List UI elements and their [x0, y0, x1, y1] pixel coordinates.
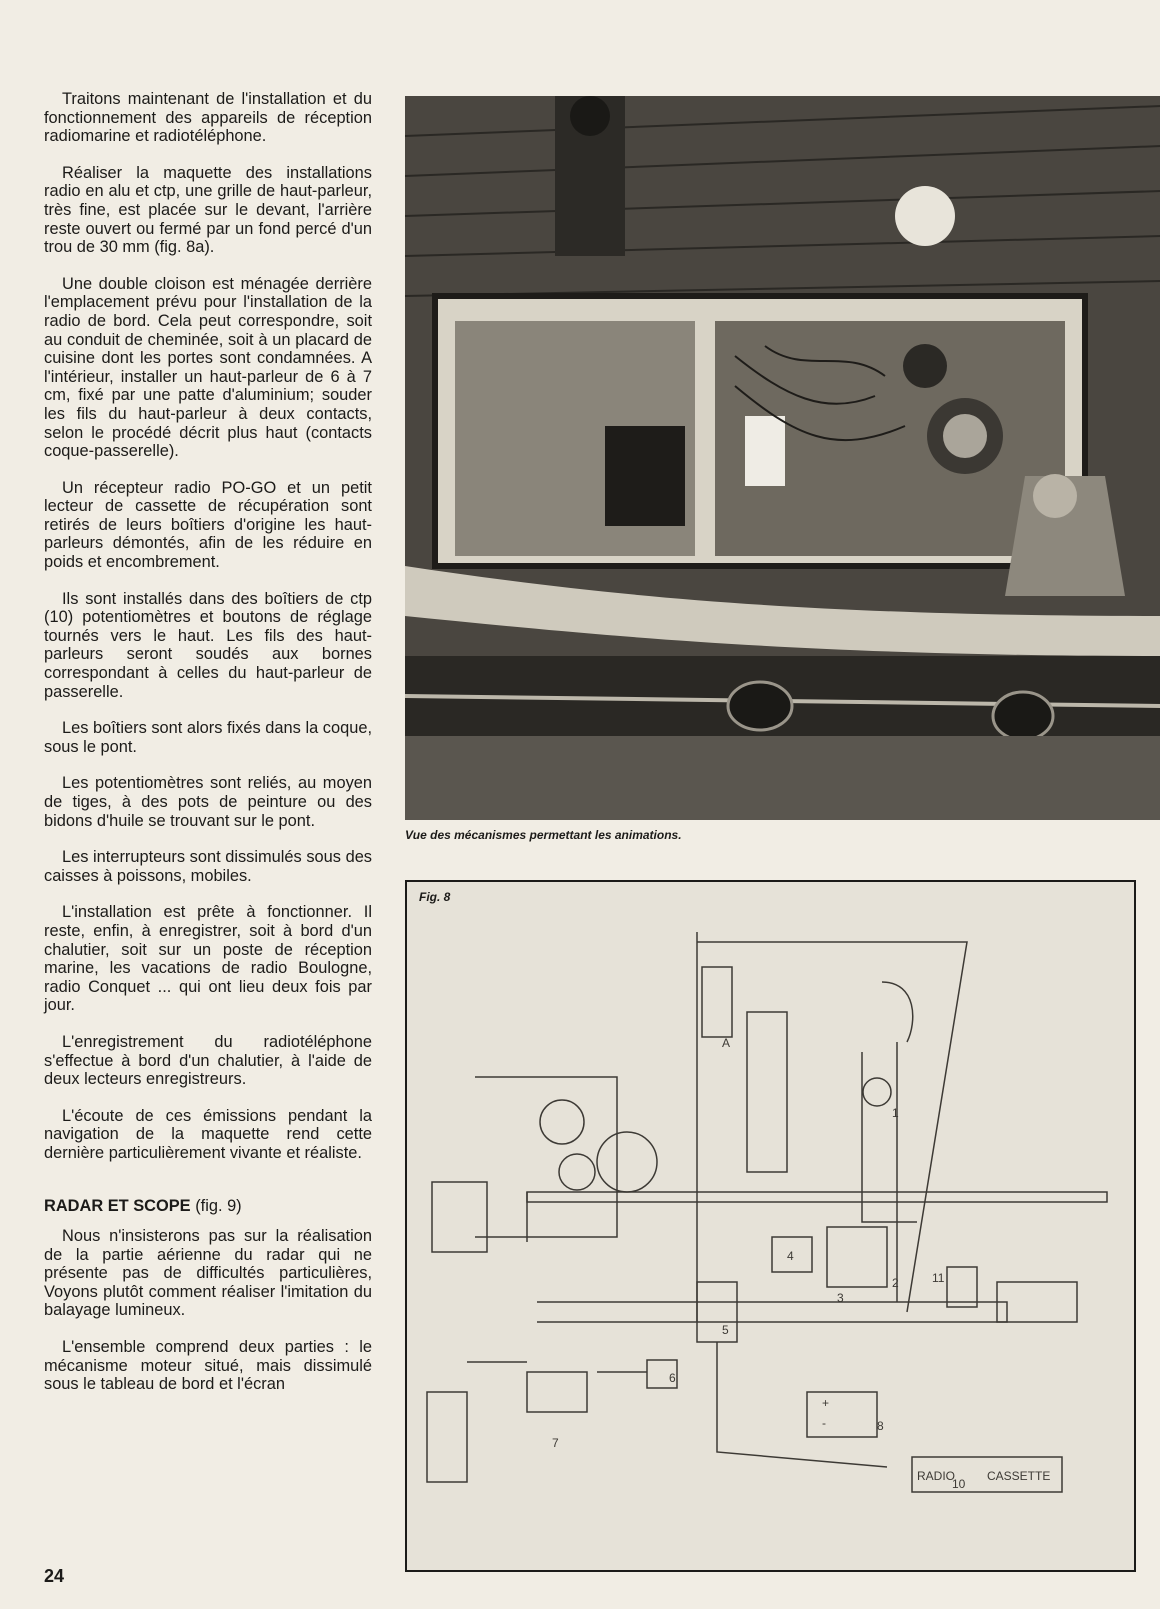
- paragraph-7: Les potentiomètres sont reliés, au moyen de tiges, à des pots de peinture ou des bidons d'huile se trouvant sur le pont.: [44, 774, 372, 830]
- cassette-label: CASSETTE: [987, 1469, 1051, 1483]
- radio-label: RADIO: [917, 1469, 956, 1483]
- callout-11: 11: [932, 1271, 945, 1285]
- callout-7: 7: [552, 1436, 559, 1450]
- paragraph-11: L'écoute de ces émissions pendant la navigation de la maquette rend cette dernière particulièrement vivante et réaliste.: [44, 1106, 372, 1162]
- article-text-column: [44, 90, 372, 1412]
- callout-8: 8: [877, 1419, 884, 1433]
- battery-minus: -: [822, 1416, 826, 1430]
- section-heading-ref: (fig. 9): [195, 1196, 242, 1215]
- paragraph-2: Réaliser la maquette des installations radio en alu et ctp, une grille de haut-parleur, très fine, est placée sur le devant, l'arrière reste ouvert ou fermé par un fond percé d'un trou de 30 mm (fig. 8a).: [44, 163, 372, 257]
- figure-8: [405, 880, 1136, 1572]
- paragraph-10: L'enregistrement du radiotéléphone s'effectue à bord d'un chalutier, à l'aide de deux lecteurs enregistreurs.: [44, 1032, 372, 1089]
- battery-plus: +: [822, 1396, 830, 1410]
- page-number: 24: [44, 1566, 65, 1586]
- callout-A: A: [722, 1036, 731, 1050]
- section-paragraph-2: L'ensemble comprend deux parties : le mécanisme moteur situé, mais dissimulé sous le tableau de bord et l'écran: [44, 1338, 372, 1394]
- paragraph-3: Une double cloison est ménagée derrière l'emplacement prévu pour l'installation de la radio de bord. Cela peut correspondre, soit au conduit de cheminée, soit à un placard de cuisine dont les portes sont condamnées. A l'intérieur, installer un haut-parleur de 6 à 7 cm, fixé par une patte d'aluminium; souder les fils du haut-parleur à deux contacts, selon le procédé décrit plus haut (contacts coque-passerelle).: [44, 274, 372, 461]
- boat-mechanism-photo: [405, 96, 1160, 820]
- callout-2: 2: [892, 1276, 899, 1290]
- section-heading-text: RADAR ET SCOPE: [44, 1196, 191, 1215]
- photo-illustration: [405, 96, 1160, 820]
- callout-1: 1: [892, 1106, 899, 1120]
- section-paragraph-1: Nous n'insisterons pas sur la réalisation de la partie aérienne du radar qui ne présente pas de difficultés particulières, Voyons plutôt comment réaliser l'imitation du balayage lumineux.: [44, 1227, 372, 1320]
- paragraph-5: Ils sont installés dans des boîtiers de ctp (10) potentiomètres et boutons de réglage tournés vers le haut. Les fils des haut-parleurs seront soudés aux bornes correspondant à celles du haut-parleur de passerelle.: [44, 589, 372, 701]
- paragraph-8: Les interrupteurs sont dissimulés sous des caisses à poissons, mobiles.: [44, 848, 372, 885]
- paragraph-9: L'installation est prête à fonctionner. Il reste, enfin, à enregistrer, soit à bord d'un chalutier, soit sur un poste de réception marine, les vacations de radio Boulogne, radio Conquet ... qui ont lieu deux fois par jour.: [44, 903, 372, 1015]
- callout-10: 10: [952, 1477, 966, 1491]
- photo-caption: Vue des mécanismes permettant les animations.: [405, 828, 682, 842]
- figure-8-drawing: [407, 882, 1134, 1570]
- callout-5: 5: [722, 1323, 729, 1337]
- callout-4: 4: [787, 1249, 794, 1263]
- paragraph-4: Un récepteur radio PO-GO et un petit lecteur de cassette de récupération sont retirés de leurs boîtiers d'origine les haut-parleurs démontés, afin de les réduire en poids et encombrement.: [44, 478, 372, 572]
- callout-6: 6: [669, 1371, 676, 1385]
- paragraph-1: Traitons maintenant de l'installation et du fonctionnement des appareils de réception radiomarine et radiotéléphone.: [44, 90, 372, 146]
- figure-label: Fig. 8: [419, 890, 451, 904]
- section-heading: [44, 1197, 372, 1216]
- paragraph-6: Les boîtiers sont alors fixés dans la coque, sous le pont.: [44, 719, 372, 756]
- callout-3: 3: [837, 1291, 844, 1305]
